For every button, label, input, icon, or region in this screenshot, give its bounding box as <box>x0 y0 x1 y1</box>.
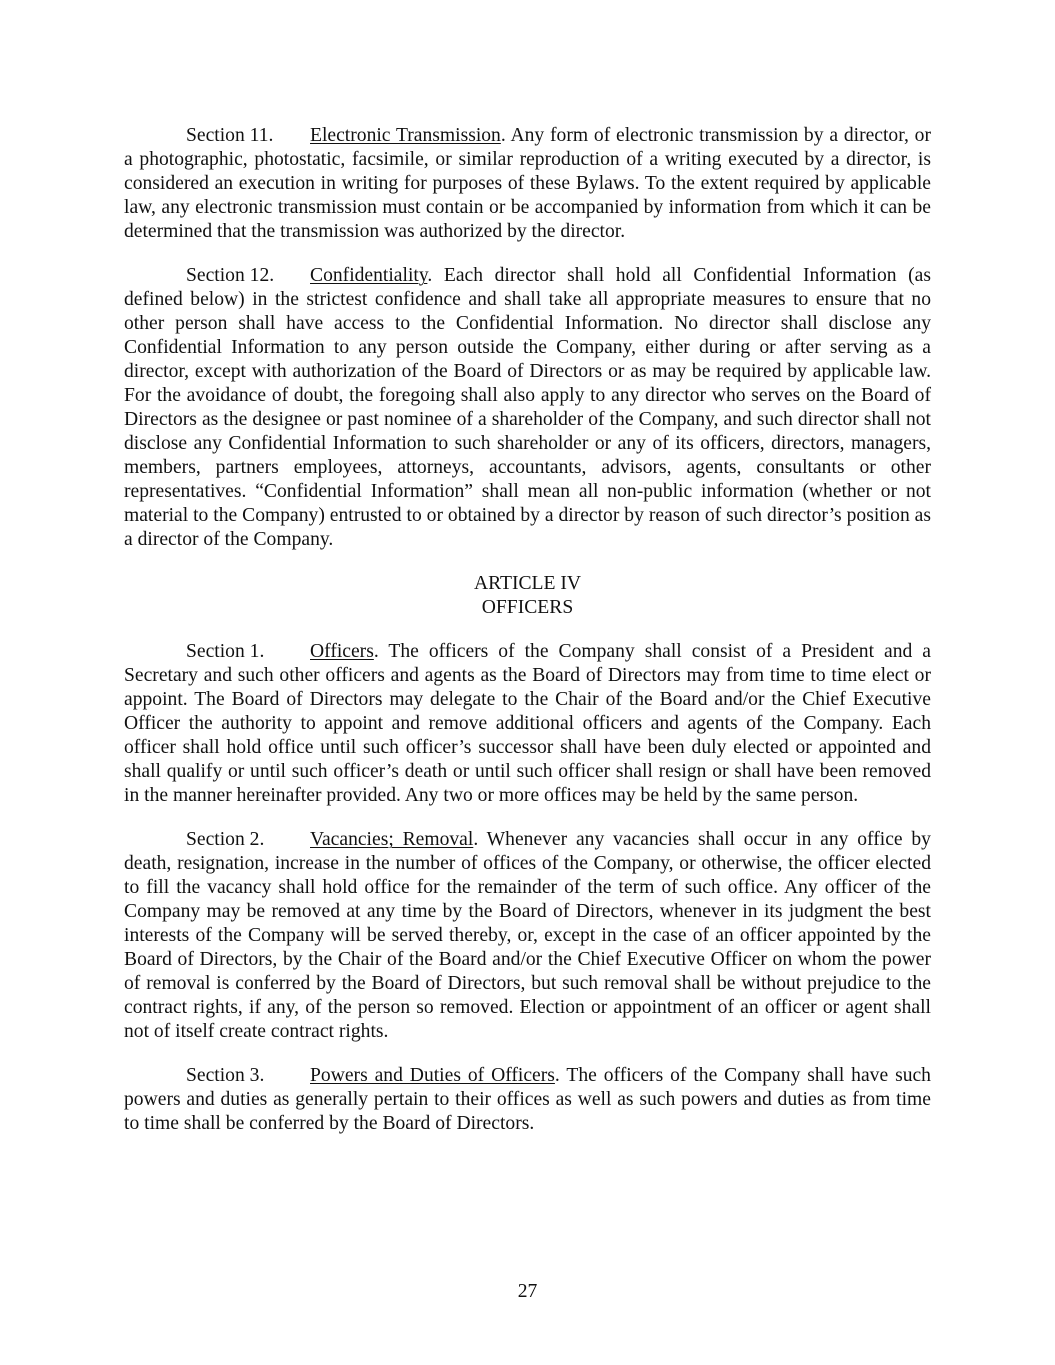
article-title: OFFICERS <box>481 597 574 618</box>
section-label: Section 2. <box>186 829 265 850</box>
section-body: . Each director shall hold all Confidential Information (as defined below) in the strictest confidence and shall take all appropriate measures to ensure that no other person shall have access to the Confidential Information. No director shall disclose any Confidential Information to any person outside the Company, either during or after serving as a director, except with authorization of the Board of Directors or as may be required by applicable law. For the avoidance of doubt, the foregoing shall also apply to any director who serves on the Board of Directors as the designee or past nominee of a shareholder of the Company, and such director shall not disclose any Confidential Information to such shareholder or any of its officers, directors, managers, members, partners employees, attorneys, accountants, advisors, agents, consultants or other representatives. “Confidential Information” shall mean all non-public information (whether or not material to the Company) entrusted to or obtained by a director by reason of such director’s position as a director of the Company. <box>124 265 931 550</box>
section-label: Section 11. <box>186 125 274 146</box>
section-heading: Vacancies; Removal <box>310 829 474 850</box>
article-number: ARTICLE IV <box>473 573 582 594</box>
section-11-paragraph <box>124 124 931 244</box>
section-label: Section 3. <box>186 1065 265 1086</box>
section-heading: Powers and Duties of Officers <box>310 1065 555 1086</box>
section-heading: Electronic Transmission <box>310 125 501 146</box>
section-label: Section 1. <box>186 641 265 662</box>
section-body: . The officers of the Company shall consist of a President and a Secretary and such other officers and agents as the Board of Directors may from time to time elect or appoint. The Board of Directors may delegate to the Chair of the Board and/or the Chief Executive Officer the authority to appoint and remove additional officers and agents of the Company. Each officer shall hold office until such officer’s successor shall have been duly elected or appointed and shall qualify or until such officer’s death or until such officer shall resign or shall have been removed in the manner hereinafter provided. Any two or more offices may be held by the same person. <box>124 641 931 806</box>
section-2-paragraph <box>124 828 931 1044</box>
document-page <box>124 124 931 1156</box>
section-label: Section 12. <box>186 265 275 286</box>
section-body: . The officers of the Company shall have such powers and duties as generally pertain to their offices as well as such powers and duties as from time to time shall be conferred by the Board of Directors. <box>124 1065 931 1134</box>
section-body: . Whenever any vacancies shall occur in any office by death, resignation, increase in the number of offices of the Company, or otherwise, the officer elected to fill the vacancy shall hold office for the remainder of the term of such office. Any officer of the Company may be removed at any time by the Board of Directors, whenever in its judgment the best interests of the Company will be served thereby, or, except in the case of an officer appointed by the Board of Directors, by the Chair of the Board and/or the Chief Executive Officer on whom the power of removal is conferred by the Board of Directors, but such removal shall be without prejudice to the contract rights, if any, of the person so removed. Election or appointment of an officer or agent shall not of itself create contract rights. <box>124 829 931 1042</box>
article-heading <box>124 572 931 620</box>
section-3-paragraph <box>124 1064 931 1136</box>
section-heading: Officers <box>310 641 374 662</box>
section-body: . Any form of electronic transmission by a director, or a photographic, photostatic, facsimile, or similar reproduction of a writing executed by a director, is considered an execution in writing for purposes of these Bylaws. To the extent required by applicable law, any electronic transmission must contain or be accompanied by information from which it can be determined that the transmission was authorized by the director. <box>124 125 931 242</box>
section-heading: Confidentiality <box>310 265 428 286</box>
section-12-paragraph <box>124 264 931 552</box>
section-1-paragraph <box>124 640 931 808</box>
page-number: 27 <box>517 1281 538 1302</box>
